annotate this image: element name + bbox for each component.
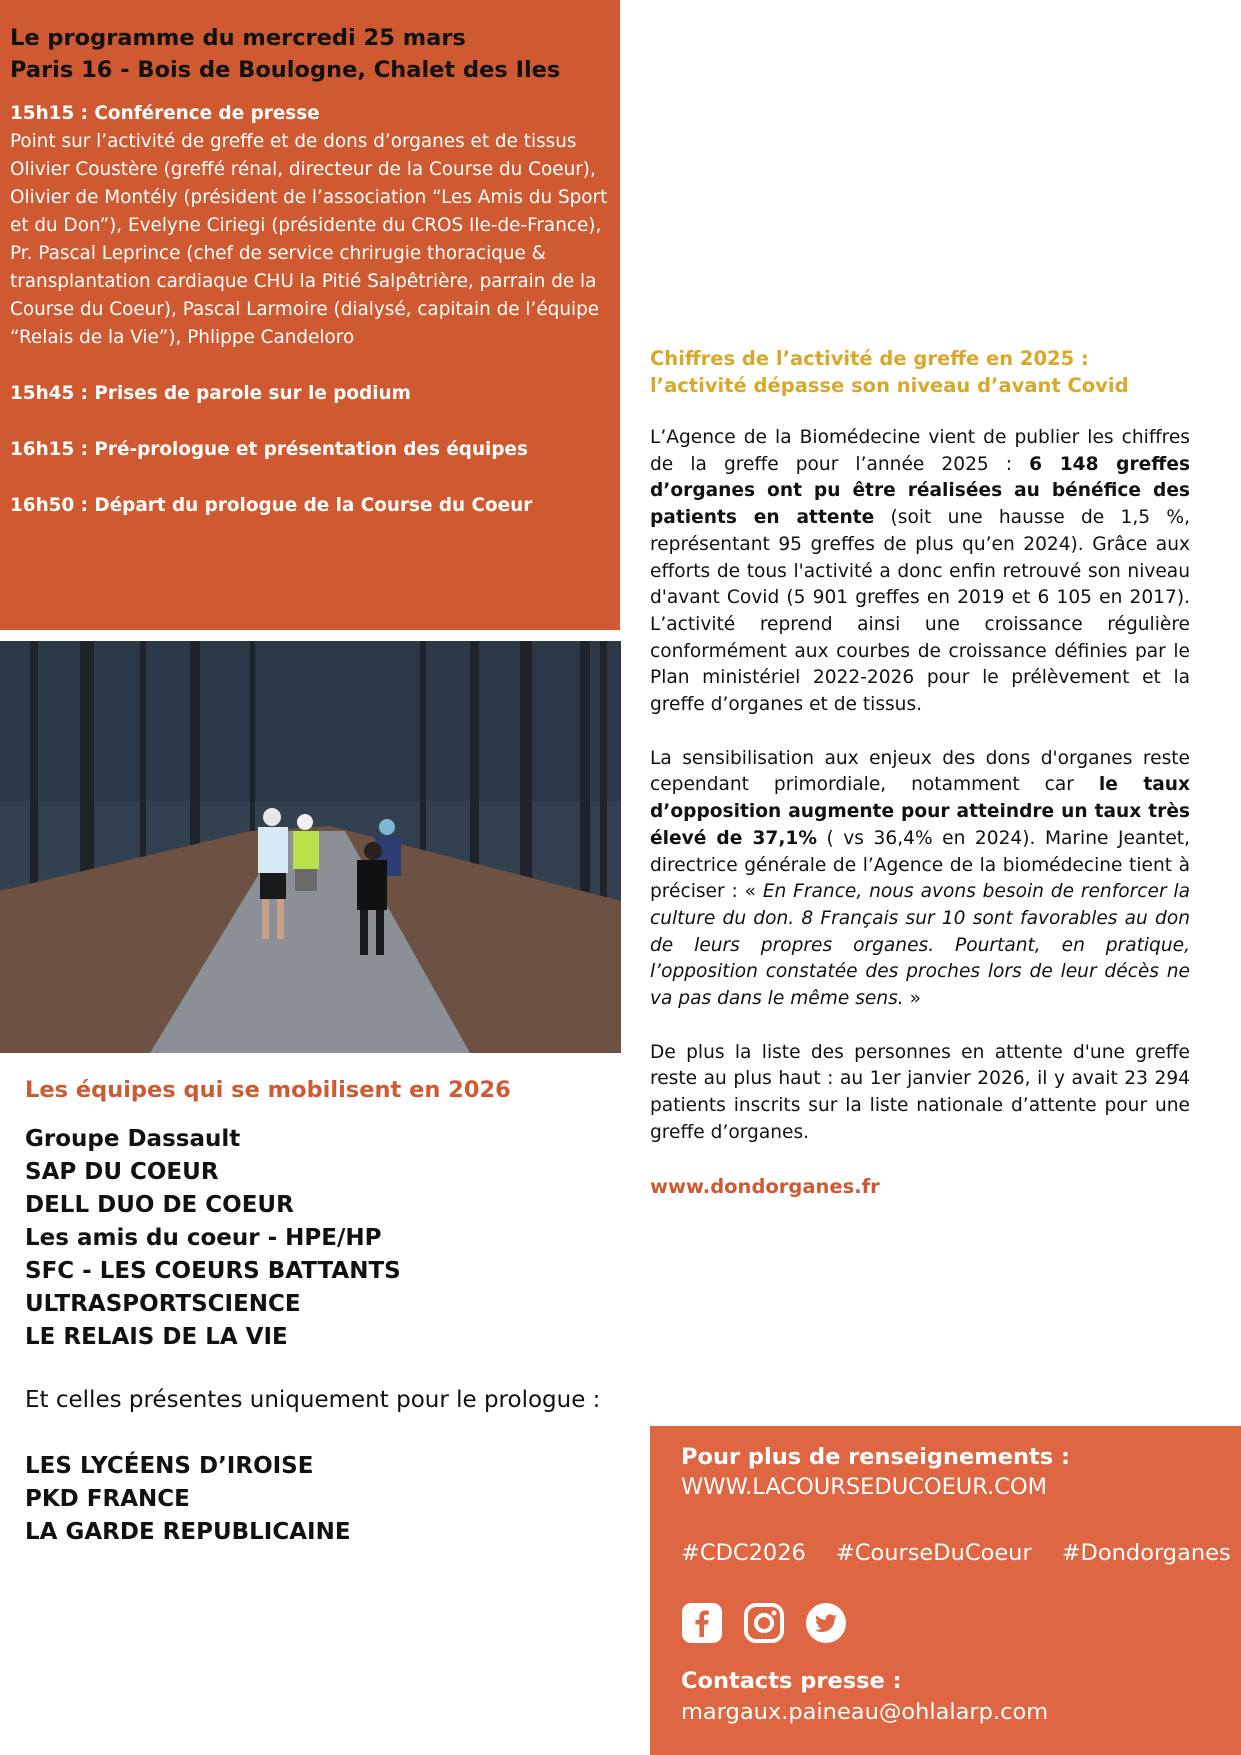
stats-title: Chiffres de l’activité de greffe en 2025 : l’activité dépasse son niveau d’avant Covid <box>650 347 1129 397</box>
facebook-icon[interactable] <box>681 1602 723 1644</box>
stats-paragraph-2 <box>650 746 1190 1013</box>
runners-photo-illustration <box>0 641 621 1053</box>
text-run: (soit une hausse de 1,5 %, représentant 95 greffes de plus qu’en 2024). Grâce aux efforts de tous l'activité a donc enfin retrouvé son niveau d'avant Covid (5 901 greffes en 2019 et 6 105 en 2017). L’activité reprend ainsi une croissance régulière conformément aux courbes de croissance définies par le Plan ministériel 2022-2026 pour le prélèvement et la greffe d’organes et de tissus. <box>650 507 1190 716</box>
stats-paragraph-3: De plus la liste des personnes en attente d'une greffe reste au plus haut : au 1er janvier 2026, il y avait 23 294 patients inscrits sur la liste nationale d’attente pour une greffe d’organes. <box>650 1041 1190 1143</box>
instagram-icon[interactable] <box>743 1602 785 1644</box>
prologue-team-list <box>25 1450 605 1549</box>
program-item-time: 15h15 : Conférence de presse <box>10 103 320 124</box>
text-run: ( vs 36,4% en 2024). Marine Jeantet, directrice générale de l’Agence de la biomédecine tient à préciser : « <box>650 827 1190 903</box>
list-item: DELL DUO DE COEUR <box>25 1192 294 1218</box>
press-email[interactable]: margaux.paineau@ohlalarp.com <box>681 1699 1049 1725</box>
program-box <box>0 0 620 630</box>
program-item <box>10 492 610 520</box>
contact-box <box>650 1426 1241 1755</box>
list-item: ULTRASPORTSCIENCE <box>25 1291 301 1317</box>
program-item-time: 16h15 : Pré-prologue et présentation des équipes <box>10 439 528 460</box>
runners-photo <box>0 641 621 1053</box>
program-item-time: 16h50 : Départ du prologue de la Course du Coeur <box>10 495 533 516</box>
list-item: SFC - LES COEURS BATTANTS <box>25 1258 401 1284</box>
hashtag: #CourseDuCoeur <box>835 1540 1032 1566</box>
text-run: L’Agence de la Biomédecine vient de publier les chiffres de la greffe pour l’année 2025 : <box>650 427 1190 475</box>
hashtag: #CDC2026 <box>681 1540 806 1566</box>
list-item: PKD FRANCE <box>25 1486 190 1512</box>
text-run-bold: 6 148 greffes d’organes ont pu être réalisées au bénéfice des patients en attente <box>650 453 1191 529</box>
stats-paragraph-1 <box>650 425 1190 719</box>
text-run: La sensibilisation aux enjeux des dons d'organes reste cependant primordiale, notamment car <box>650 747 1190 796</box>
dondorganes-link[interactable]: www.dondorganes.fr <box>650 1174 880 1198</box>
prologue-intro: Et celles présentes uniquement pour le prologue : <box>25 1387 601 1413</box>
teams-section <box>25 1075 605 1549</box>
program-item <box>10 436 610 464</box>
list-item: LES LYCÉENS D’IROISE <box>25 1453 314 1479</box>
text-run-bold: le taux d’opposition augmente pour atteindre un taux très élevé de 37,1% <box>650 774 1191 849</box>
info-label: Pour plus de renseignements : <box>681 1444 1070 1470</box>
program-item <box>10 100 610 352</box>
twitter-icon[interactable] <box>805 1602 847 1644</box>
program-title-line1: Le programme du mercredi 25 mars <box>10 25 466 51</box>
list-item: SAP DU COEUR <box>25 1159 219 1185</box>
list-item: LA GARDE REPUBLICAINE <box>25 1519 351 1545</box>
program-item-desc: Point sur l’activité de greffe et de dons d’organes et de tissus Olivier Coustère (greffé rénal, directeur de la Course du Coeur), Olivier de Montély (président de l’association “Les Amis du Sport et du Don”), Evelyne Ciriegi (présidente du CROS Ile-de-France), Pr. Pascal Leprince (chef de service chrirugie thoracique & transplantation cardiaque CHU la Pitié Salpêtrière, parrain de la Course du Coeur), Pascal Larmoire (dialysé, capitain de l’équipe “Relais de la Vie”), Phlippe Candeloro <box>10 131 608 348</box>
program-item-time: 15h45 : Prises de parole sur le podium <box>10 383 411 404</box>
website-link[interactable]: WWW.LACOURSEDUCOEUR.COM <box>681 1474 1048 1500</box>
quote: En France, nous avons besoin de renforcer la culture du don. 8 Français sur 10 sont favorables au don de leurs propres organes. Pourtant, en pratique, l’opposition constatée des proches lors de leur décès ne va pas dans le même sens. <box>650 881 1190 1010</box>
press-label: Contacts presse : <box>681 1668 902 1694</box>
program-title <box>10 22 610 86</box>
stats-section <box>650 345 1190 1200</box>
list-item: LE RELAIS DE LA VIE <box>25 1324 288 1350</box>
social-links <box>681 1602 1241 1644</box>
list-item: Groupe Dassault <box>25 1126 241 1152</box>
hashtag: #Dondorganes <box>1061 1540 1231 1566</box>
teams-title: Les équipes qui se mobilisent en 2026 <box>25 1077 511 1103</box>
team-list <box>25 1123 605 1354</box>
list-item: Les amis du coeur - HPE/HP <box>25 1225 382 1251</box>
text-run: » <box>903 988 922 1010</box>
program-item <box>10 380 610 408</box>
hashtags <box>681 1538 1241 1568</box>
program-title-line2: Paris 16 - Bois de Boulogne, Chalet des Iles <box>10 57 561 83</box>
